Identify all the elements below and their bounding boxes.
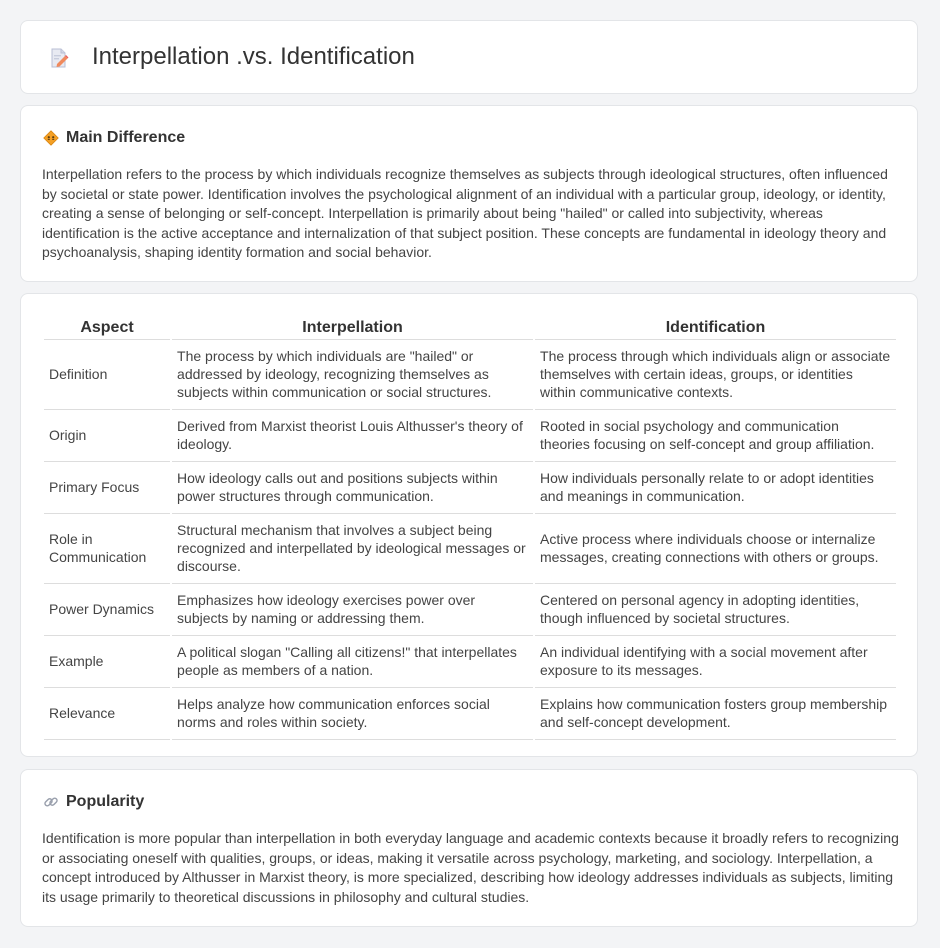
- row-aspect: Origin: [44, 410, 170, 462]
- popularity-header: [43, 792, 144, 812]
- difference-icon: [43, 130, 59, 146]
- row-interpellation: A political slogan "Calling all citizens!" that interpellates people as members of a nation.: [172, 636, 533, 688]
- row-aspect: Example: [44, 636, 170, 688]
- row-aspect: Definition: [44, 340, 170, 410]
- row-identification: Rooted in social psychology and communication theories focusing on self-concept and group affiliation.: [535, 410, 896, 462]
- main-difference-card: [20, 105, 918, 282]
- header-identification: Identification: [535, 317, 896, 340]
- table-row: [44, 514, 896, 584]
- link-icon: [43, 794, 59, 810]
- table-row: [44, 636, 896, 688]
- header-aspect: Aspect: [44, 317, 170, 340]
- title-card: [20, 20, 918, 94]
- main-difference-text: Interpellation refers to the process by which individuals recognize themselves as subjects through ideological structures, often influenced by societal or state power. Identification involves the psychological alignment of an individual with a particular group, ideology, or identity, creating a sense of belonging or self-concept. Interpellation is primarily about being "hailed" or called into subjectivity, whereas identification is the active acceptance and internalization of that subject position. These concepts are fundamental in ideology theory and psychoanalysis, shaping identity formation and social behavior.: [42, 166, 888, 260]
- popularity-card: [20, 769, 918, 927]
- row-identification: How individuals personally relate to or adopt identities and meanings in communication.: [535, 462, 896, 514]
- page-title: Interpellation .vs. Identification: [92, 43, 415, 70]
- table-row: [44, 584, 896, 636]
- table-row: [44, 462, 896, 514]
- row-interpellation: Structural mechanism that involves a subject being recognized and interpellated by ideological messages or discourse.: [172, 514, 533, 584]
- row-identification: An individual identifying with a social movement after exposure to its messages.: [535, 636, 896, 688]
- row-interpellation: Emphasizes how ideology exercises power over subjects by naming or addressing them.: [172, 584, 533, 636]
- row-aspect: Primary Focus: [44, 462, 170, 514]
- row-identification: Explains how communication fosters group membership and self-concept development.: [535, 688, 896, 740]
- document-edit-icon: [48, 47, 70, 69]
- row-aspect: Power Dynamics: [44, 584, 170, 636]
- row-aspect: Relevance: [44, 688, 170, 740]
- main-difference-heading: Main Difference: [66, 129, 186, 146]
- row-aspect: Role in Communication: [44, 514, 170, 584]
- table-row: [44, 340, 896, 410]
- header-interpellation: Interpellation: [172, 317, 533, 340]
- row-interpellation: How ideology calls out and positions subjects within power structures through communication.: [172, 462, 533, 514]
- comparison-card: [20, 293, 918, 757]
- row-identification: Centered on personal agency in adopting identities, though influenced by societal structures.: [535, 584, 896, 636]
- row-interpellation: The process by which individuals are "hailed" or addressed by ideology, recognizing themselves as subjects within communication or social structures.: [172, 340, 533, 410]
- popularity-heading: Popularity: [66, 793, 145, 810]
- table-row: [44, 688, 896, 740]
- main-difference-header: [43, 128, 185, 148]
- table-row: [44, 410, 896, 462]
- row-interpellation: Derived from Marxist theorist Louis Althusser's theory of ideology.: [172, 410, 533, 462]
- row-identification: The process through which individuals align or associate themselves with certain ideas, groups, or identities within communicative contexts.: [535, 340, 896, 410]
- row-identification: Active process where individuals choose or internalize messages, creating connections with others or groups.: [535, 514, 896, 584]
- table-header-row: [44, 317, 896, 340]
- popularity-text: Identification is more popular than interpellation in both everyday language and academic contexts because it broadly refers to recognizing or associating oneself with qualities, groups, or ideas, making it versatile across psychology, marketing, and sociology. Interpellation, a concept introduced by Althusser in Marxist theory, is more specialized, describing how ideology addresses individuals as subjects, limiting its usage primarily to theoretical discussions in philosophy and cultural studies.: [42, 830, 899, 905]
- row-interpellation: Helps analyze how communication enforces social norms and roles within society.: [172, 688, 533, 740]
- comparison-table: [42, 317, 898, 740]
